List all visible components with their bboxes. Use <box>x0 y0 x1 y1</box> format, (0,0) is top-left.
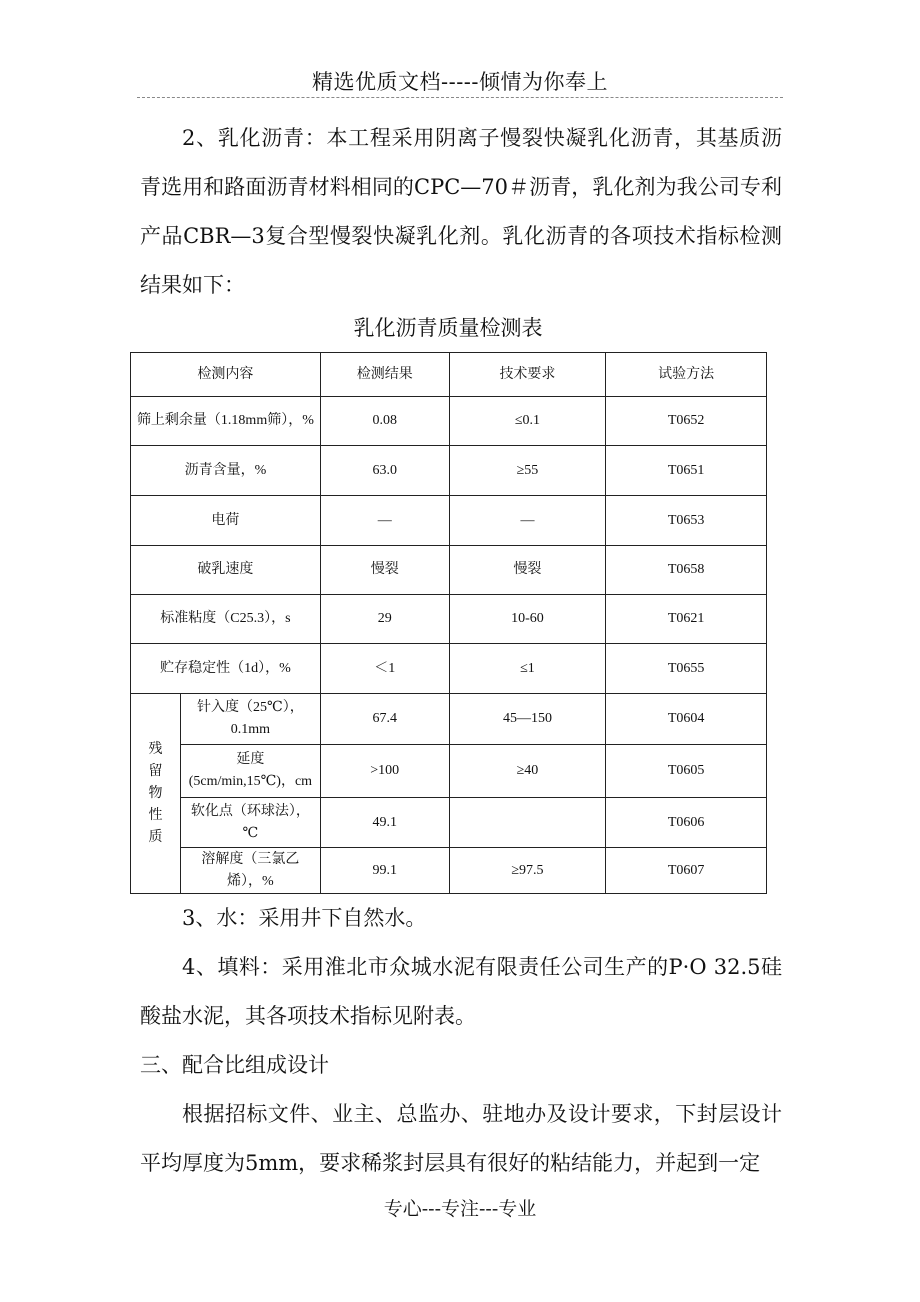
header-method: 试验方法 <box>606 353 767 397</box>
table-row <box>131 397 767 446</box>
row-requirement: ≥97.5 <box>449 848 606 894</box>
row-method: T0607 <box>606 848 767 894</box>
row-method: T0605 <box>606 745 767 798</box>
row-item: 标准粘度（C25.3），s <box>131 595 321 644</box>
page-footer: 专心---专注---专业 <box>383 1198 537 1220</box>
row-requirement: ≥40 <box>449 745 606 798</box>
table-row <box>131 595 767 644</box>
paragraph-emulsified-asphalt: 2、乳化沥青：本工程采用阴离子慢裂快凝乳化沥青，其基质沥青选用和路面沥青材料相同的CPC—70＃沥青，乳化剂为我公司专利产品CBR—3复合型慢裂快凝乳化剂。乳化沥青的各项技术指标检测结果如下： <box>140 126 782 297</box>
row-result: — <box>320 496 449 546</box>
header-requirement: 技术要求 <box>449 353 606 397</box>
table-row <box>131 694 767 745</box>
quality-test-table <box>130 352 767 894</box>
row-item: 软化点（环球法），℃ <box>180 798 320 848</box>
row-method: T0652 <box>606 397 767 446</box>
residue-group-label: 残留物性质 <box>131 694 181 894</box>
row-result: 99.1 <box>320 848 449 894</box>
row-result: >100 <box>320 745 449 798</box>
row-result: ＜1 <box>320 644 449 694</box>
paragraph-mix-design: 根据招标文件、业主、总监办、驻地办及设计要求，下封层设计平均厚度为5mm，要求稀浆封层具有很好的粘结能力，并起到一定 <box>140 1102 782 1175</box>
table-row <box>131 848 767 894</box>
row-item: 破乳速度 <box>131 546 321 595</box>
table-header-row <box>131 353 767 397</box>
table-row <box>131 798 767 848</box>
table-row <box>131 546 767 595</box>
section-heading-mix-design: 三、配合比组成设计 <box>140 1053 329 1077</box>
row-method: T0651 <box>606 446 767 496</box>
header-divider <box>137 97 783 98</box>
row-result: 29 <box>320 595 449 644</box>
row-requirement <box>449 798 606 848</box>
header-result: 检测结果 <box>320 353 449 397</box>
row-item: 贮存稳定性（1d），% <box>131 644 321 694</box>
row-requirement: ≤1 <box>449 644 606 694</box>
row-item: 电荷 <box>131 496 321 546</box>
row-requirement: ≤0.1 <box>449 397 606 446</box>
page-header: 精选优质文档-----倾情为你奉上 <box>312 70 608 94</box>
paragraph-filler: 4、填料：采用淮北市众城水泥有限责任公司生产的P·O 32.5硅酸盐水泥，其各项技术指标见附表。 <box>140 955 782 1028</box>
row-method: T0653 <box>606 496 767 546</box>
row-result: 63.0 <box>320 446 449 496</box>
table-row <box>131 446 767 496</box>
row-item: 溶解度（三氯乙烯），% <box>180 848 320 894</box>
row-method: T0606 <box>606 798 767 848</box>
row-method: T0655 <box>606 644 767 694</box>
header-item: 检测内容 <box>131 353 321 397</box>
row-item: 针入度（25℃），0.1mm <box>180 694 320 745</box>
row-item: 延度(5cm/min,15℃)，cm <box>180 745 320 798</box>
row-method: T0658 <box>606 546 767 595</box>
row-result: 49.1 <box>320 798 449 848</box>
row-requirement: 45—150 <box>449 694 606 745</box>
row-result: 0.08 <box>320 397 449 446</box>
row-result: 慢裂 <box>320 546 449 595</box>
row-requirement: 慢裂 <box>449 546 606 595</box>
row-item: 沥青含量，% <box>131 446 321 496</box>
row-result: 67.4 <box>320 694 449 745</box>
table-row <box>131 745 767 798</box>
table-row <box>131 496 767 546</box>
table-caption: 乳化沥青质量检测表 <box>353 316 543 340</box>
row-requirement: — <box>449 496 606 546</box>
table-row <box>131 644 767 694</box>
row-item: 筛上剩余量（1.18mm筛），% <box>131 397 321 446</box>
row-method: T0621 <box>606 595 767 644</box>
row-method: T0604 <box>606 694 767 745</box>
paragraph-water: 3、水：采用井下自然水。 <box>182 906 427 930</box>
row-requirement: 10-60 <box>449 595 606 644</box>
row-requirement: ≥55 <box>449 446 606 496</box>
